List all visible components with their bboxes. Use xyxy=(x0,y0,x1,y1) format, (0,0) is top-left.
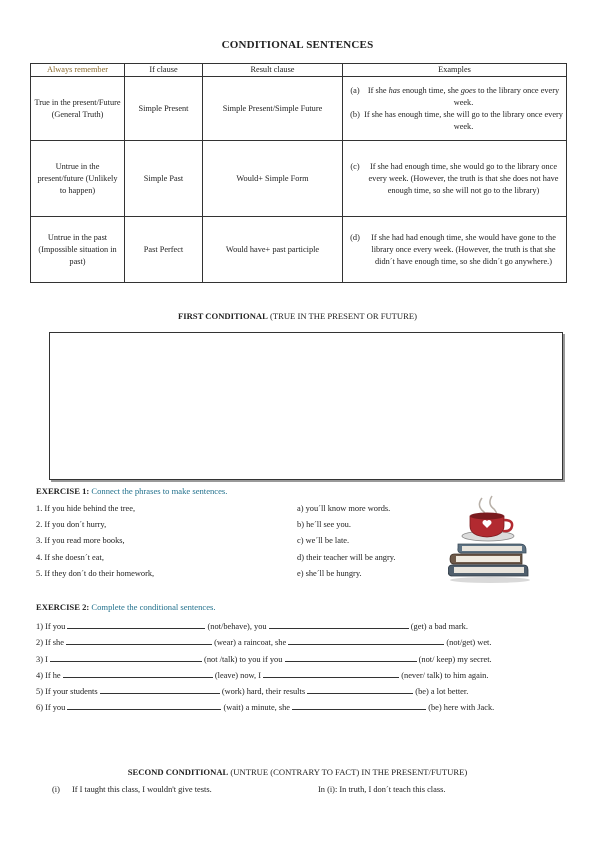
heading-bold: SECOND CONDITIONAL xyxy=(127,767,229,777)
example-d xyxy=(346,232,563,268)
sentence-part: (not/get) wet. xyxy=(444,638,492,647)
sentence-part: 1) If you xyxy=(36,622,68,631)
answer-blank[interactable] xyxy=(100,685,220,694)
result-clause-cell: Would+ Simple Form xyxy=(203,141,343,217)
table-row xyxy=(31,77,567,141)
exercise-label: EXERCISE 2: xyxy=(36,602,90,612)
example-emphasis: has xyxy=(388,85,401,95)
example-label: (c) xyxy=(350,161,360,171)
exercise2-line xyxy=(36,701,494,712)
example-label: (a) xyxy=(350,85,360,95)
exercise2-line xyxy=(36,669,488,680)
exercise-instruction: Complete the conditional sentences. xyxy=(89,602,216,612)
answer-blank[interactable] xyxy=(67,701,221,710)
sentence-part: 2) If she xyxy=(36,638,66,647)
header-examples: Examples xyxy=(343,64,567,77)
result-clause-cell: Would have+ past participle xyxy=(203,217,343,283)
list-item: 4. If she doesn´t eat, xyxy=(36,553,104,562)
remember-cell: Untrue in the past (Impossible situation in past) xyxy=(31,217,125,283)
example-label: (d) xyxy=(350,232,360,242)
sentence-part: (be) here with Jack. xyxy=(426,703,495,712)
list-item: b) he´ll see you. xyxy=(297,520,351,529)
sentence-part: (never/ talk) to him again. xyxy=(399,671,489,680)
sentence-part: (get) a bad mark. xyxy=(408,622,468,631)
sentence-part: (not /talk) to you if you xyxy=(201,655,285,664)
list-item: 2. If you don´t hurry, xyxy=(36,520,107,529)
sentence-part: (wear) a raincoat, she xyxy=(212,638,289,647)
example-text xyxy=(364,85,563,109)
sentence-part: (not/ keep) my secret. xyxy=(416,655,492,664)
sentence-part: (work) hard, their results xyxy=(219,687,308,696)
answer-blank[interactable] xyxy=(67,620,205,629)
answer-blank[interactable] xyxy=(288,636,444,645)
result-clause-cell: Simple Present/Simple Future xyxy=(203,77,343,141)
first-conditional-heading xyxy=(0,311,595,321)
second-conditional-heading xyxy=(0,767,595,777)
sentence-part: (wait) a minute, she xyxy=(221,703,293,712)
example-mid: enough time, she xyxy=(400,85,461,95)
list-item: 5. If they don´t do their homework, xyxy=(36,569,155,578)
answer-blank[interactable] xyxy=(66,636,212,645)
second-example-note: In (i): In truth, I don´t teach this class. xyxy=(318,785,446,794)
example-text: If she had had enough time, she would have gone to the library once every week. (However, the truth is that she didn´t have enough time, so she didn´t go anywhere.) xyxy=(371,232,556,266)
example-b xyxy=(346,109,563,133)
page-title: CONDITIONAL SENTENCES xyxy=(221,39,374,51)
list-item: 3. If you read more books, xyxy=(36,536,125,545)
table-row xyxy=(31,141,567,217)
example-c xyxy=(346,161,563,197)
example-text: If she has enough time, she will go to the library once every week. xyxy=(364,109,563,131)
list-item: c) we´ll be late. xyxy=(297,536,350,545)
example-post: to the library once every week. xyxy=(453,85,560,107)
exercise2-heading xyxy=(36,602,216,612)
answer-blank[interactable] xyxy=(50,653,202,662)
example-label: (b) xyxy=(350,109,360,119)
sentence-part: (be) a lot better. xyxy=(413,687,469,696)
example-pre: If she xyxy=(367,85,389,95)
sentence-part: 5) If your students xyxy=(36,687,100,696)
sentence-part: 3) I xyxy=(36,655,50,664)
heading-bold: FIRST CONDITIONAL xyxy=(178,311,268,321)
list-item: a) you´ll know more words. xyxy=(297,504,391,513)
examples-cell xyxy=(343,77,567,141)
sentence-part: 6) If you xyxy=(36,703,68,712)
exercise-label: EXERCISE 1: xyxy=(36,486,90,496)
remember-cell: Untrue in the present/future (Unlikely to happen) xyxy=(31,141,125,217)
answer-blank[interactable] xyxy=(285,653,417,662)
heading-rest: (UNTRUE (CONTRARY TO FACT) IN THE PRESENT/FUTURE) xyxy=(228,767,468,777)
answer-blank[interactable] xyxy=(307,685,413,694)
sentence-part: 4) If he xyxy=(36,671,63,680)
exercise2-line xyxy=(36,620,468,631)
notes-box[interactable] xyxy=(49,332,563,480)
header-if-clause: If clause xyxy=(125,64,203,77)
example-a xyxy=(346,85,563,109)
if-clause-cell: Past Perfect xyxy=(125,217,203,283)
exercise2-line xyxy=(36,653,492,664)
second-example-sentence: If I taught this class, I wouldn't give tests. xyxy=(72,785,212,794)
list-item: d) their teacher will be angry. xyxy=(297,553,396,562)
answer-blank[interactable] xyxy=(63,669,213,678)
list-item: 1. If you hide behind the tree, xyxy=(36,504,136,513)
example-text: If she had enough time, she would go to the library once every week. (However, the truth is that she does not have enough time, so she will not go to the library) xyxy=(368,161,559,195)
second-example-label: (i) xyxy=(52,785,60,794)
list-item: e) she´ll be hungry. xyxy=(297,569,362,578)
exercise-instruction: Connect the phrases to make sentences. xyxy=(89,486,228,496)
answer-blank[interactable] xyxy=(263,669,399,678)
examples-cell xyxy=(343,217,567,283)
answer-blank[interactable] xyxy=(292,701,426,710)
if-clause-cell: Simple Past xyxy=(125,141,203,217)
if-clause-cell: Simple Present xyxy=(125,77,203,141)
sentence-part: (not/behave), you xyxy=(205,622,269,631)
sentence-part: (leave) now, I xyxy=(212,671,264,680)
answer-blank[interactable] xyxy=(269,620,409,629)
heading-rest: (TRUE IN THE PRESENT OR FUTURE) xyxy=(267,311,417,321)
header-always-remember: Always remember xyxy=(31,64,125,77)
exercise1-heading xyxy=(36,486,227,496)
books-and-cup-image xyxy=(448,494,534,590)
remember-cell: True in the present/Future (General Truth) xyxy=(31,77,125,141)
conditional-table xyxy=(30,63,567,283)
example-emphasis: goes xyxy=(460,85,476,95)
examples-cell xyxy=(343,141,567,217)
table-header-row xyxy=(31,64,567,77)
exercise2-line xyxy=(36,636,491,647)
exercise2-line xyxy=(36,685,468,696)
header-result-clause: Result clause xyxy=(203,64,343,77)
table-row xyxy=(31,217,567,283)
